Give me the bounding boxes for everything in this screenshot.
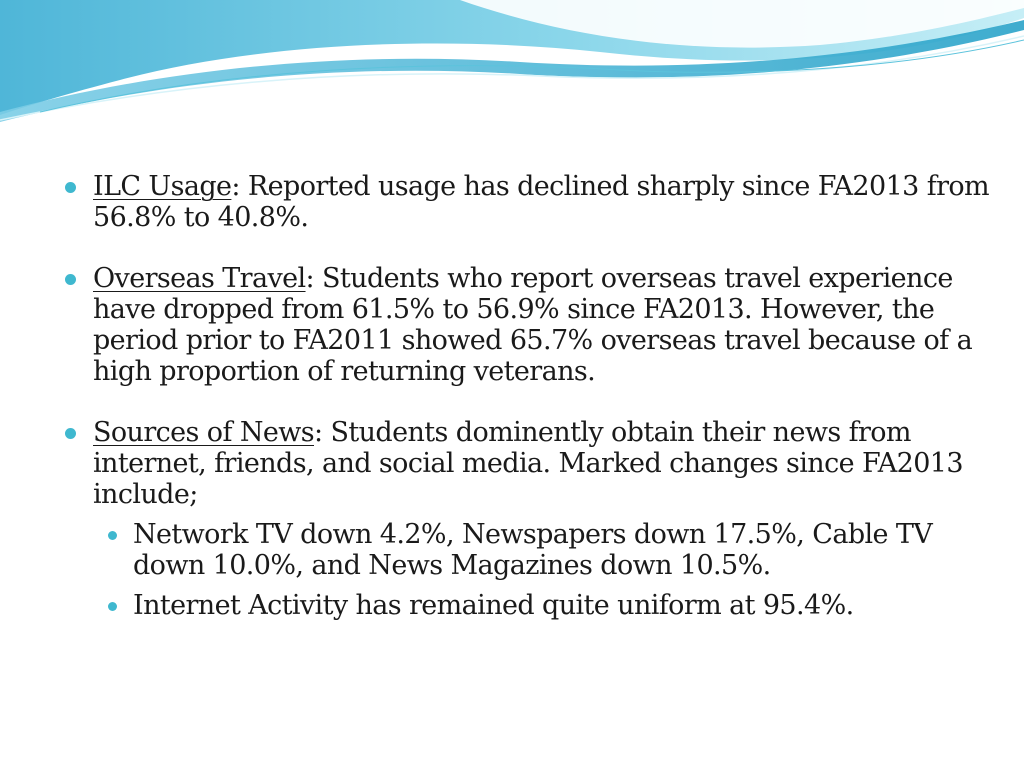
sub-bullet-dot-icon <box>108 531 117 540</box>
bullet-text: Students who report overseas travel experience have dropped from 61.5% to 56.9% since FA2013. However, the period prior to FA2011 showed 65.7% overseas travel because of a high proportion of returning veterans. <box>93 263 973 387</box>
bullet-dot-icon <box>65 182 76 193</box>
bullet-separator: : <box>314 417 331 448</box>
sub-bullet-news-changes <box>93 519 1002 581</box>
bullet-dot-icon <box>65 428 76 439</box>
bullet-term: Sources of News <box>93 417 314 448</box>
sub-bullet-internet-activity <box>93 590 1002 621</box>
sub-bullet-text: Network TV down 4.2%, Newspapers down 17.5%, Cable TV down 10.0%, and News Magazines down 10.5%. <box>133 519 933 581</box>
bullet-term: ILC Usage <box>93 171 232 202</box>
header-wave-decoration <box>0 0 1024 130</box>
bullet-text: Students dominently obtain their news from internet, friends, and social media. Marked changes since FA2013 include; <box>93 417 963 510</box>
bullet-sources-of-news <box>62 417 1002 621</box>
bullet-dot-icon <box>65 274 76 285</box>
bullet-separator: : <box>231 171 248 202</box>
bullet-ilc-usage <box>62 171 1002 233</box>
bullet-overseas-travel <box>62 263 1002 387</box>
bullet-list <box>62 171 1002 651</box>
sub-bullet-dot-icon <box>108 602 117 611</box>
bullet-text: Reported usage has declined sharply since FA2013 from 56.8% to 40.8%. <box>93 171 990 233</box>
bullet-term: Overseas Travel <box>93 263 306 294</box>
sub-bullet-text: Internet Activity has remained quite uniform at 95.4%. <box>133 590 854 621</box>
bullet-separator: : <box>305 263 323 294</box>
